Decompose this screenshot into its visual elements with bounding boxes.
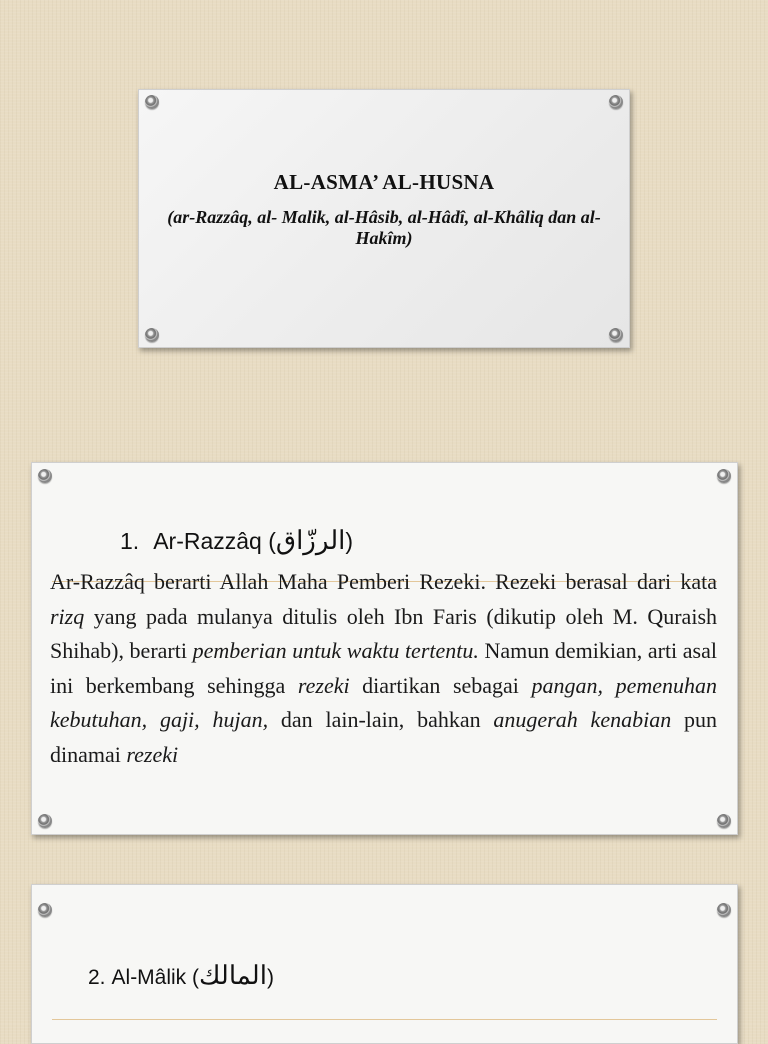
section-name: Al-Mâlik xyxy=(111,966,187,989)
paragraph-text: Namun demikian, arti asal ini berkembang sehingga xyxy=(50,638,717,698)
paragraph-text: yang pada mulanya ditulis oleh Ibn Faris (dikutip oleh M. Quraish Shihab), berarti xyxy=(50,603,717,663)
screw-icon xyxy=(717,469,731,483)
paragraph-emphasis: rezeki xyxy=(126,741,179,767)
paragraph-emphasis: pemberian untuk waktu tertentu. xyxy=(192,638,479,663)
section-heading: 2. Al-Mâlik (المالك) xyxy=(88,960,274,990)
paragraph-emphasis: rezeki xyxy=(297,672,350,698)
screw-icon xyxy=(145,328,159,342)
paragraph-text: Ar-Razzâq berarti Allah Maha Pemberi Rezeki. Rezeki berasal dari kata xyxy=(50,569,717,594)
section-name: Ar-Razzâq xyxy=(153,528,262,554)
screw-icon xyxy=(38,814,52,828)
screw-icon xyxy=(609,328,623,342)
divider xyxy=(52,1019,717,1020)
screw-icon xyxy=(717,814,731,828)
section-heading: 1. Ar-Razzâq (الرزّاق) xyxy=(120,525,354,555)
section-number: 2. xyxy=(88,966,106,989)
section-slide-malik xyxy=(31,884,738,1044)
section-slide-razzaq xyxy=(31,462,738,835)
section-arabic: الرزّاق xyxy=(275,525,346,555)
section-number: 1. xyxy=(120,528,140,554)
screw-icon xyxy=(38,469,52,483)
section-arabic: المالك xyxy=(199,960,267,990)
page-title: AL-ASMA’ AL-HUSNA xyxy=(273,170,495,194)
screw-icon xyxy=(609,95,623,109)
paragraph-emphasis: rizq xyxy=(50,603,85,629)
paragraph-emphasis: pangan, pemenuhan kebutuhan, gaji, hujan, xyxy=(50,672,717,732)
paragraph-text: dan lain-lain, bahkan xyxy=(268,707,494,732)
section-paragraph xyxy=(50,565,717,772)
screw-icon xyxy=(145,95,159,109)
screw-icon xyxy=(38,903,52,917)
paragraph-text: diartikan sebagai xyxy=(349,672,532,698)
paragraph-text: pun dinamai xyxy=(50,707,718,767)
screw-icon xyxy=(717,903,731,917)
title-slide xyxy=(138,89,630,348)
page-subtitle: (ar-Razzâq, al- Malik, al-Hâsib, al-Hâdî, al-Khâliq dan al-Hakîm) xyxy=(167,207,601,248)
paragraph-emphasis: anugerah kenabian xyxy=(493,707,672,732)
